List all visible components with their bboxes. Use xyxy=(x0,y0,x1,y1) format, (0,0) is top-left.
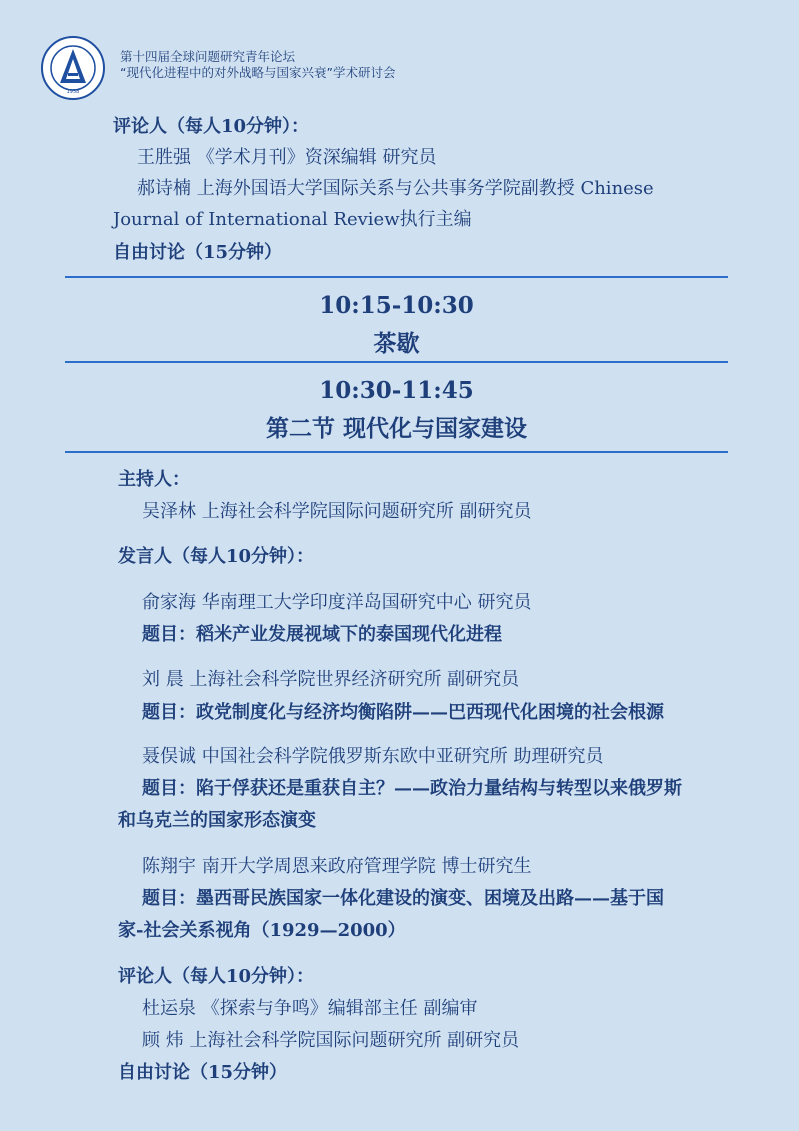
speaker-3-topic-cont: 和乌克兰的国家形态演变 xyxy=(118,810,316,831)
divider xyxy=(65,451,728,453)
break-time: 10:15-10:30 xyxy=(319,292,474,319)
forum-title-line2: “现代化进程中的对外战略与国家兴衰”学术研讨会 xyxy=(120,65,396,80)
forum-title-line1: 第十四届全球问题研究青年论坛 xyxy=(120,49,296,64)
session2-commentator-2: 顾 炜 上海社会科学院国际问题研究所 副研究员 xyxy=(142,1030,520,1051)
session2-title: 第二节 现代化与国家建设 xyxy=(265,415,527,442)
speaker-3-name: 聂俣诚 中国社会科学院俄罗斯东欧中亚研究所 助理研究员 xyxy=(142,746,604,767)
header xyxy=(40,35,740,105)
speaker-2-name: 刘 晨 上海社会科学院世界经济研究所 副研究员 xyxy=(142,669,520,690)
speaker-4-topic-cont: 家-社会关系视角（1929—2000） xyxy=(118,920,406,941)
forum-title xyxy=(120,49,395,81)
session1-free-discussion: 自由讨论（15分钟） xyxy=(113,242,283,263)
break-label: 茶歇 xyxy=(373,330,420,357)
divider xyxy=(65,276,728,278)
speaker-1-topic: 题目：稻米产业发展视域下的泰国现代化进程 xyxy=(142,624,502,645)
session2-time: 10:30-11:45 xyxy=(319,377,474,404)
session2-free-discussion: 自由讨论（15分钟） xyxy=(118,1062,288,1083)
speaker-2-topic: 题目：政党制度化与经济均衡陷阱——巴西现代化困境的社会根源 xyxy=(142,702,664,723)
session1-commentator-1: 王胜强 《学术月刊》资深编辑 研究员 xyxy=(137,147,437,168)
host-heading: 主持人： xyxy=(118,469,190,490)
host: 吴泽林 上海社会科学院国际问题研究所 副研究员 xyxy=(142,501,532,522)
session1-commentators-heading: 评论人（每人10分钟）： xyxy=(113,116,310,137)
svg-text:1958: 1958 xyxy=(66,89,80,95)
session1-commentator-2: 郝诗楠 上海外国语大学国际关系与公共事务学院副教授 Chinese xyxy=(137,178,654,199)
session2-commentator-1: 杜运泉 《探索与争鸣》编辑部主任 副编审 xyxy=(142,998,478,1019)
session1-commentator-2-cont: Journal of International Review执行主编 xyxy=(113,209,472,230)
speaker-4-name: 陈翔宇 南开大学周恩来政府管理学院 博士研究生 xyxy=(142,856,532,877)
speaker-3-topic: 题目：陷于俘获还是重获自主？——政治力量结构与转型以来俄罗斯 xyxy=(142,778,682,799)
speaker-1-name: 俞家海 华南理工大学印度洋岛国研究中心 研究员 xyxy=(142,592,532,613)
speakers-heading: 发言人（每人10分钟）： xyxy=(118,546,315,567)
academy-logo xyxy=(40,35,106,101)
divider xyxy=(65,361,728,363)
session2-commentators-heading: 评论人（每人10分钟）： xyxy=(118,966,315,987)
speaker-4-topic: 题目：墨西哥民族国家一体化建设的演变、困境及出路——基于国 xyxy=(142,888,664,909)
